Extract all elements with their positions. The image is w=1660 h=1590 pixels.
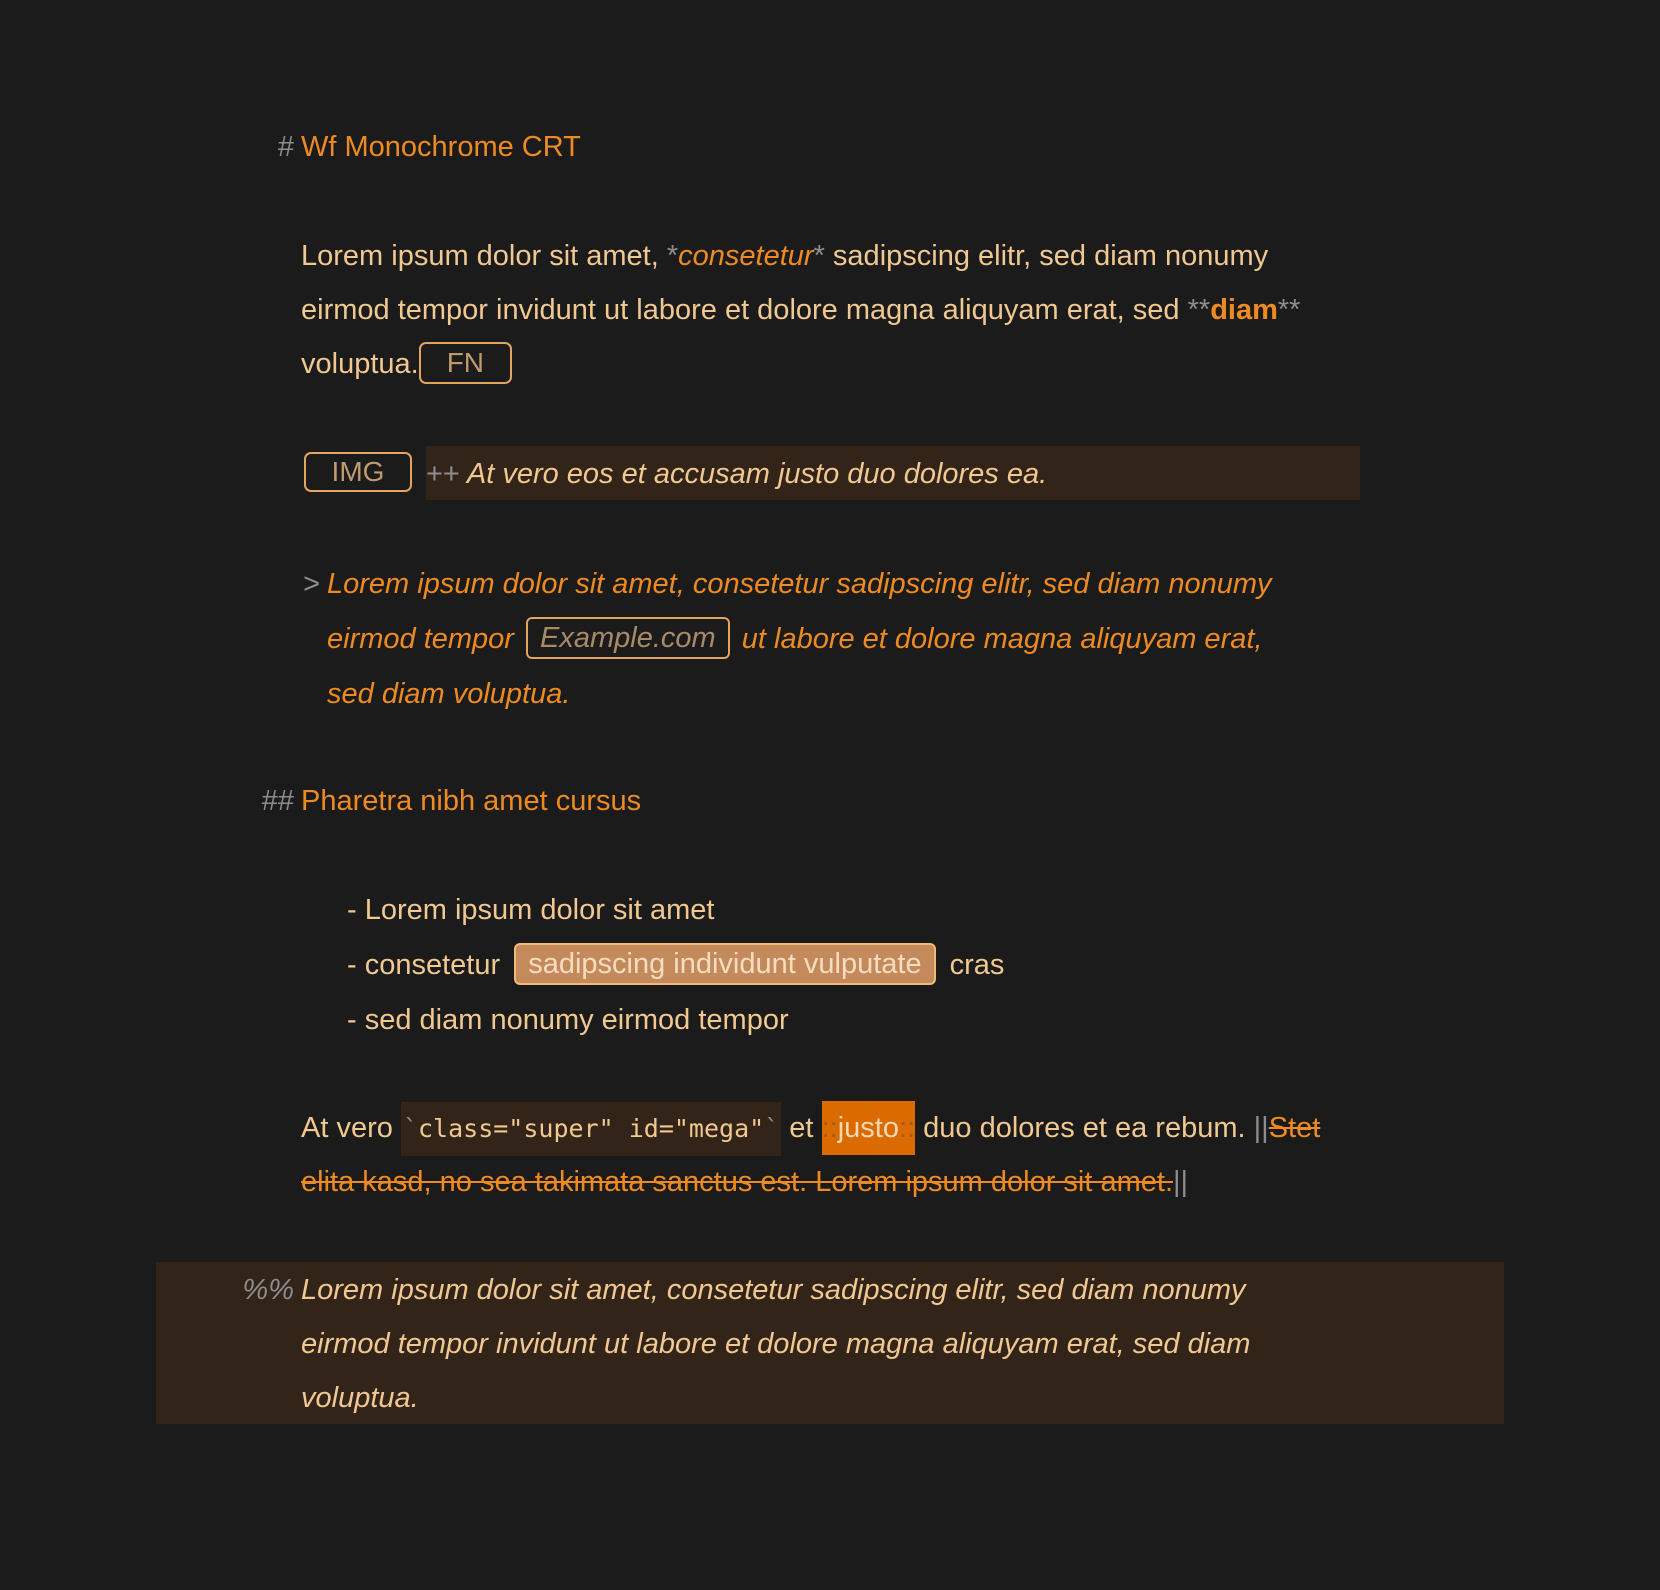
strike-marker: ||: [1173, 1166, 1189, 1198]
paragraph1-text: Lorem ipsum dolor sit amet,: [301, 240, 667, 272]
footnote-badge[interactable]: FN: [419, 342, 512, 384]
link-example[interactable]: Example.com: [526, 617, 730, 659]
heading2-text: Pharetra nibh amet cursus: [301, 785, 642, 817]
italic-marker: *: [666, 240, 679, 272]
heading1-marker: #: [277, 131, 294, 163]
inline-code[interactable]: [401, 1102, 781, 1156]
paragraph1-text: voluptua.: [301, 348, 419, 380]
bold-text: diam: [1210, 294, 1278, 326]
comment-line3: voluptua.: [301, 1382, 419, 1414]
image-badge[interactable]: IMG: [304, 452, 412, 492]
blockquote-text: ut labore et dolore magna aliquyam erat,: [741, 623, 1263, 655]
italic-marker: *: [813, 240, 825, 272]
list-item: [347, 938, 1004, 992]
paragraph2-text: duo dolores et ea rebum.: [915, 1112, 1254, 1144]
list-item-text: - consetetur: [347, 949, 501, 981]
paragraph1-text: sadipscing elitr, sed diam nonumy: [824, 240, 1269, 272]
heading2-marker: ##: [261, 785, 294, 817]
highlight-marker: ::: [898, 1112, 916, 1144]
list-item: - sed diam nonumy eirmod tempor: [347, 1004, 789, 1036]
highlight-marker: ::: [821, 1112, 838, 1144]
paragraph1-line1: [301, 229, 1268, 283]
bold-marker: **: [1277, 294, 1301, 326]
list-item: - Lorem ipsum dolor sit amet: [347, 894, 715, 926]
comment-marker: %%: [242, 1274, 294, 1306]
blockquote-marker: >: [303, 568, 320, 600]
strikethrough-text: Stet: [1268, 1112, 1321, 1144]
paragraph2-text: et: [781, 1112, 822, 1144]
heading1-text: Wf Monochrome CRT: [301, 131, 581, 163]
caption-text: At vero eos et accusam justo duo dolores ea.: [459, 458, 1048, 490]
highlight-text: justo: [837, 1112, 899, 1144]
comment-line2: eirmod tempor invidunt ut labore et dolore magna aliquyam erat, sed diam: [301, 1328, 1251, 1360]
caption-marker: ++: [426, 458, 460, 490]
italic-text: consetetur: [678, 240, 814, 272]
image-caption: [426, 447, 1047, 501]
tag-chip[interactable]: sadipscing individunt vulputate: [514, 943, 935, 985]
blockquote-text: eirmod tempor: [327, 623, 514, 655]
bold-marker: **: [1187, 294, 1211, 326]
paragraph1-line3: [301, 337, 512, 391]
paragraph2-line1: [301, 1101, 1320, 1156]
list-item-text: cras: [949, 949, 1005, 981]
code-tick: `: [764, 1114, 780, 1143]
blockquote-line3: sed diam voluptua.: [327, 678, 571, 710]
blockquote-line1: Lorem ipsum dolor sit amet, consetetur sadipscing elitr, sed diam nonumy: [327, 568, 1272, 600]
code-text: class="super" id="mega": [418, 1114, 765, 1143]
comment-line1: Lorem ipsum dolor sit amet, consetetur sadipscing elitr, sed diam nonumy: [301, 1274, 1246, 1306]
strikethrough-text: elita kasd, no sea takimata sanctus est. Lorem ipsum dolor sit amet.: [301, 1166, 1174, 1198]
strike-marker: ||: [1253, 1112, 1269, 1144]
code-tick: `: [402, 1114, 418, 1143]
paragraph1-line2: [301, 283, 1300, 337]
paragraph2-text: At vero: [301, 1112, 401, 1144]
paragraph1-text: eirmod tempor invidunt ut labore et dolore magna aliquyam erat, sed: [301, 294, 1188, 326]
paragraph2-line2: [301, 1155, 1188, 1209]
blockquote-line2: [327, 612, 1262, 666]
highlight-mark[interactable]: [822, 1101, 916, 1155]
